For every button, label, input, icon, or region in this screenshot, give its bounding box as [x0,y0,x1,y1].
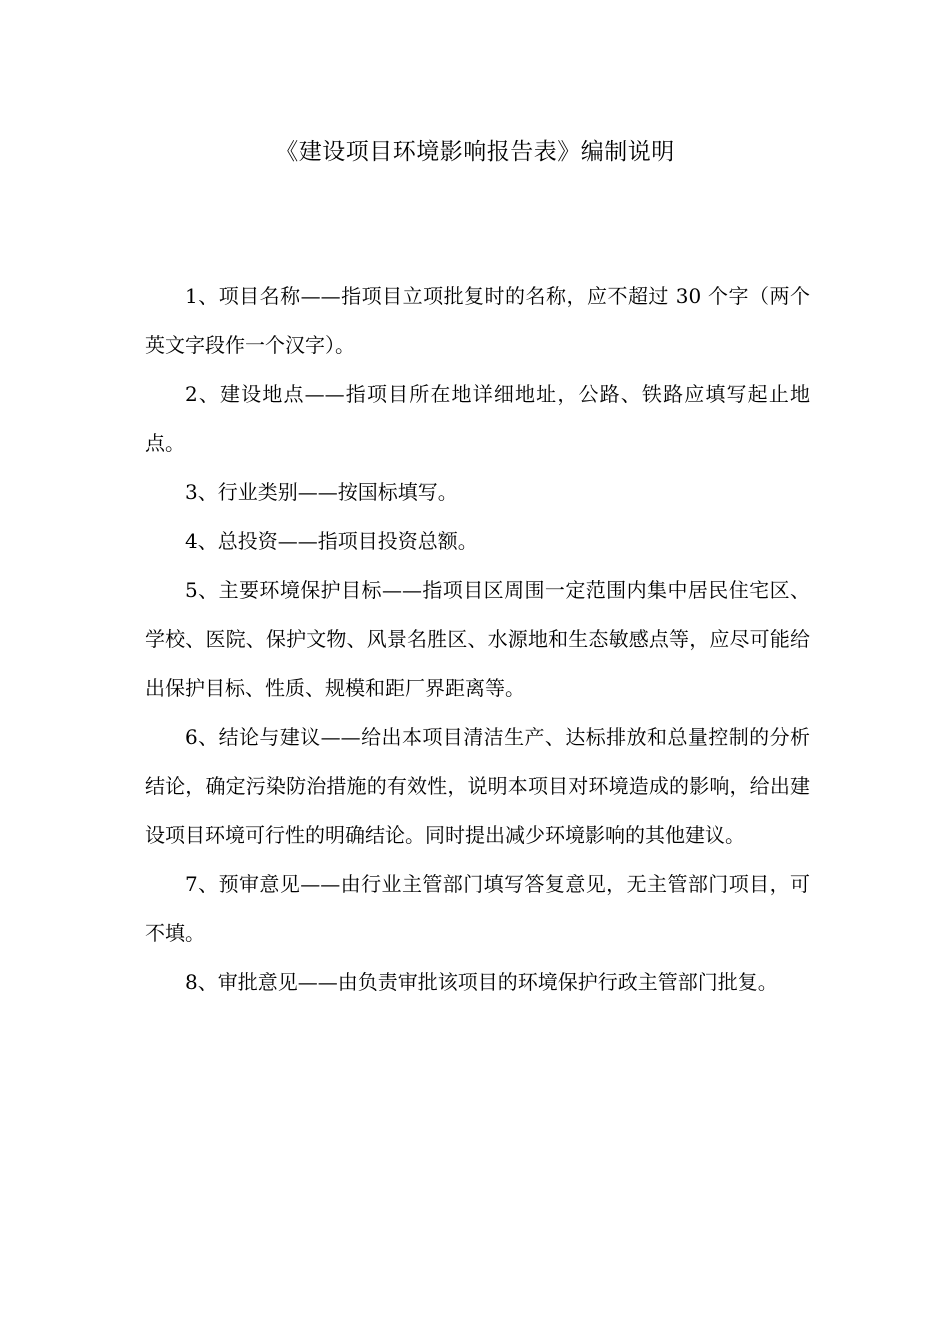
document-title: 《建设项目环境影响报告表》编制说明 [275,139,675,165]
item-protection-targets: 5、主要环境保护目标——指项目区周围一定范围内集中居民住宅区、学校、医院、保护文物、风景名胜区、水源地和生态敏感点等，应尽可能给出保护目标、性质、规模和距厂界距离等。 [145,578,810,700]
document-body [145,272,810,1007]
item-approval-opinion: 8、审批意见——由负责审批该项目的环境保护行政主管部门批复。 [185,970,778,994]
item-construction-location: 2、建设地点——指项目所在地详细地址，公路、铁路应填写起止地点。 [145,382,810,455]
item-total-investment: 4、总投资——指项目投资总额。 [185,529,478,553]
item-project-name: 1、项目名称——指项目立项批复时的名称，应不超过 30 个字（两个英文字段作一个汉字）。 [145,284,810,357]
item-pre-review-opinion: 7、预审意见——由行业主管部门填写答复意见，无主管部门项目，可不填。 [145,872,810,945]
item-industry-category: 3、行业类别——按国标填写。 [185,480,458,504]
item-conclusions: 6、结论与建议——给出本项目清洁生产、达标排放和总量控制的分析结论，确定污染防治措施的有效性，说明本项目对环境造成的影响，给出建设项目环境可行性的明确结论。同时提出减少环境影响的其他建议。 [145,725,810,847]
